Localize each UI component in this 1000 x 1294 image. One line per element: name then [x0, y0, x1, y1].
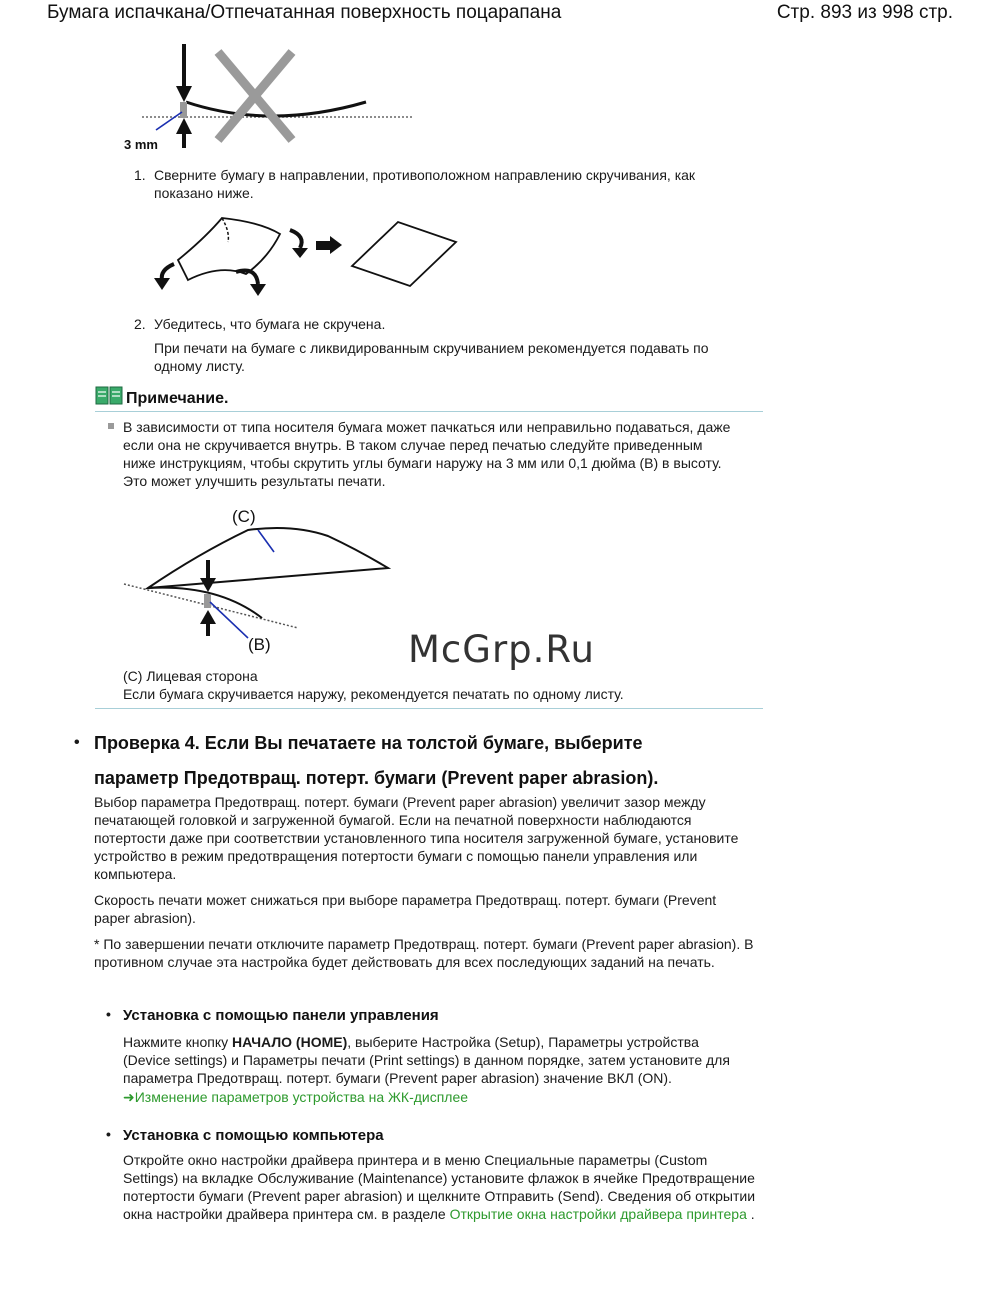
page-counter: Стр. 893 из 998 стр.	[776, 2, 953, 23]
note-bullet	[108, 423, 114, 429]
figure-label-b: (B)	[248, 635, 271, 654]
computer-text-end: .	[750, 1206, 755, 1222]
panel-text-before: Нажмите кнопку	[123, 1034, 233, 1050]
step-1-text: Сверните бумагу в направлении, противоположном направлению скручивания, как показано ниже.	[154, 167, 696, 201]
note-bottom-rule	[95, 708, 763, 709]
computer-bullet: •	[106, 1126, 111, 1142]
computer-text-body: Откройте окно настройки драйвера принтера и в меню Специальные параметры (Custom Settings) на вкладке Обслуживание (Maintenance) установите флажок в ячейке Предотвращение потертости бумаги (Prevent paper abrasion) и щелкните Отправить (Send). Сведения об открытии окна настройки драйвера принтера см. в разделе	[123, 1152, 756, 1222]
outward-curl-figure	[118, 500, 408, 656]
uncurl-figure	[150, 208, 470, 300]
lcd-settings-link[interactable]	[123, 1088, 468, 1106]
check4-paragraph-1: Выбор параметра Предотвращ. потерт. бумаги (Prevent paper abrasion) увеличит зазор между печатающей головкой и загруженной бумагой. Если на печатной поверхности наблюдаются потертости даже при соответствии установленного типа носителя загруженной бумаге, установите устройство в режим предотвращения потертости бумаги с помощью панели управления или компьютера.	[94, 794, 739, 882]
step-2-text: Убедитесь, что бумага не скручена.	[154, 316, 386, 332]
driver-window-link[interactable]: Открытие окна настройки драйвера принтера	[449, 1206, 747, 1222]
watermark: McGrp.Ru	[408, 628, 595, 671]
step-2-extra: При печати на бумаге с ликвидированным скручиванием рекомендуется подавать по одному листу.	[154, 340, 709, 374]
figure-caption-2: Если бумага скручивается наружу, рекомендуется печатать по одному листу.	[123, 686, 624, 702]
panel-bullet: •	[106, 1006, 111, 1022]
check4-paragraph-3: * По завершении печати отключите параметр Предотвращ. потерт. бумаги (Prevent paper abrasion). В противном случае эта настройка будет действовать для всех последующих заданий на печать.	[94, 936, 754, 970]
note-top-rule	[95, 411, 763, 412]
note-title: Примечание.	[126, 390, 229, 407]
figure-label-c: (C)	[232, 507, 256, 526]
panel-title: Установка с помощью панели управления	[123, 1007, 439, 1024]
check4-title-line1: Проверка 4. Если Вы печатаете на толстой бумаге, выберите	[94, 733, 643, 753]
step-2-number: 2.	[134, 316, 146, 332]
lcd-settings-link-text[interactable]: Изменение параметров устройства на ЖК-дисплее	[134, 1089, 469, 1105]
check4-bullet: •	[74, 734, 80, 751]
check4-paragraph-2: Скорость печати может снижаться при выборе параметра Предотвращ. потерт. бумаги (Prevent paper abrasion).	[94, 892, 717, 926]
home-button-label: НАЧАЛО (HOME)	[232, 1034, 348, 1050]
document-title: Бумага испачкана/Отпечатанная поверхность поцарапана	[47, 2, 562, 23]
book-icon	[95, 386, 123, 406]
check4-title-line2: параметр Предотвращ. потерт. бумаги (Prevent paper abrasion).	[94, 768, 659, 788]
step-1-number: 1.	[134, 167, 146, 183]
curl-wrong-figure	[120, 40, 420, 155]
computer-text	[123, 1151, 763, 1223]
computer-title: Установка с помощью компьютера	[123, 1127, 384, 1144]
note-text: В зависимости от типа носителя бумага может пачкаться или неправильно подаваться, даже если она не скручивается внутрь. В таком случае перед печатью следуйте приведенным ниже инструкциям, чтобы скрутить углы бумаги наружу на 3 мм или 0,1 дюйма (B) в высоту. Это может улучшить результаты печати.	[123, 419, 731, 489]
figure-caption: (C) Лицевая сторона	[123, 668, 258, 684]
panel-text-after: , выберите Настройка (Setup), Параметры устройства (Device settings) и Параметры печати (Print settings) в данном порядке, затем установите для параметра Предотвращ. потерт. бумаги (Prevent paper abrasion) значение ВКЛ (ON).	[123, 1034, 730, 1086]
panel-text	[123, 1033, 748, 1087]
link-arrow-icon: ➜	[123, 1089, 135, 1105]
figure-3mm-label: 3 mm	[124, 137, 158, 152]
